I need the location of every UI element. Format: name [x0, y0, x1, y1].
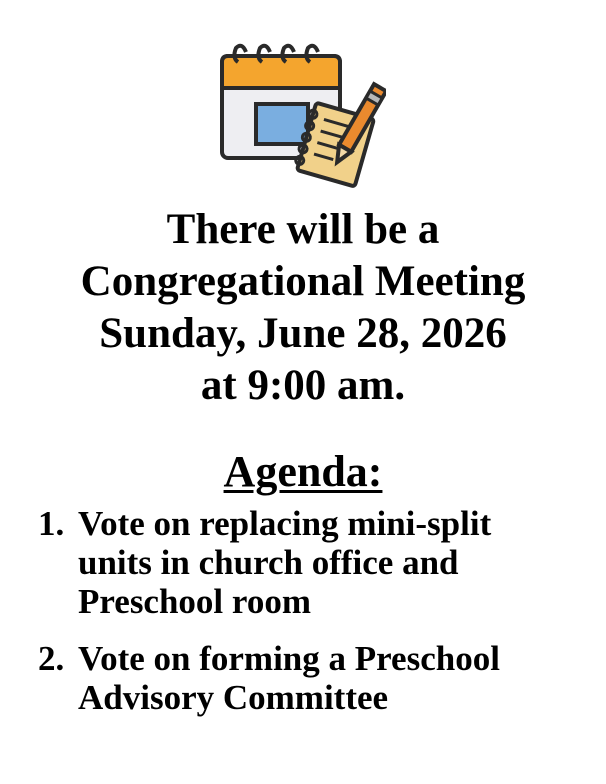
calendar-notepad-graphic	[218, 38, 386, 188]
agenda-item-line: Advisory Committee	[78, 678, 389, 717]
agenda-item-number: 2.	[38, 639, 65, 678]
headline-line-2: Congregational Meeting	[80, 258, 526, 305]
agenda-item-line: units in church office and	[78, 543, 459, 582]
agenda-title: Agenda:	[223, 447, 383, 496]
headline-line-4: at 9:00 am.	[200, 362, 406, 409]
agenda-item-number: 1.	[38, 504, 65, 543]
headline-line-1: There will be a	[166, 206, 440, 253]
calendar-window	[256, 104, 308, 144]
agenda-item-text	[78, 504, 578, 621]
agenda-item	[38, 504, 598, 621]
meeting-announcement	[0, 204, 606, 412]
agenda-item-line: Preschool room	[78, 582, 311, 621]
calendar-header	[222, 56, 340, 88]
calendar-notepad-icon	[218, 38, 386, 188]
agenda-item	[38, 639, 598, 717]
agenda-item-text	[78, 639, 578, 717]
agenda-item-line: Vote on forming a Preschool	[78, 639, 500, 678]
agenda-item-line: Vote on replacing mini-split	[78, 504, 492, 543]
agenda-list	[38, 504, 598, 735]
headline-line-3: Sunday, June 28, 2026	[99, 310, 507, 357]
